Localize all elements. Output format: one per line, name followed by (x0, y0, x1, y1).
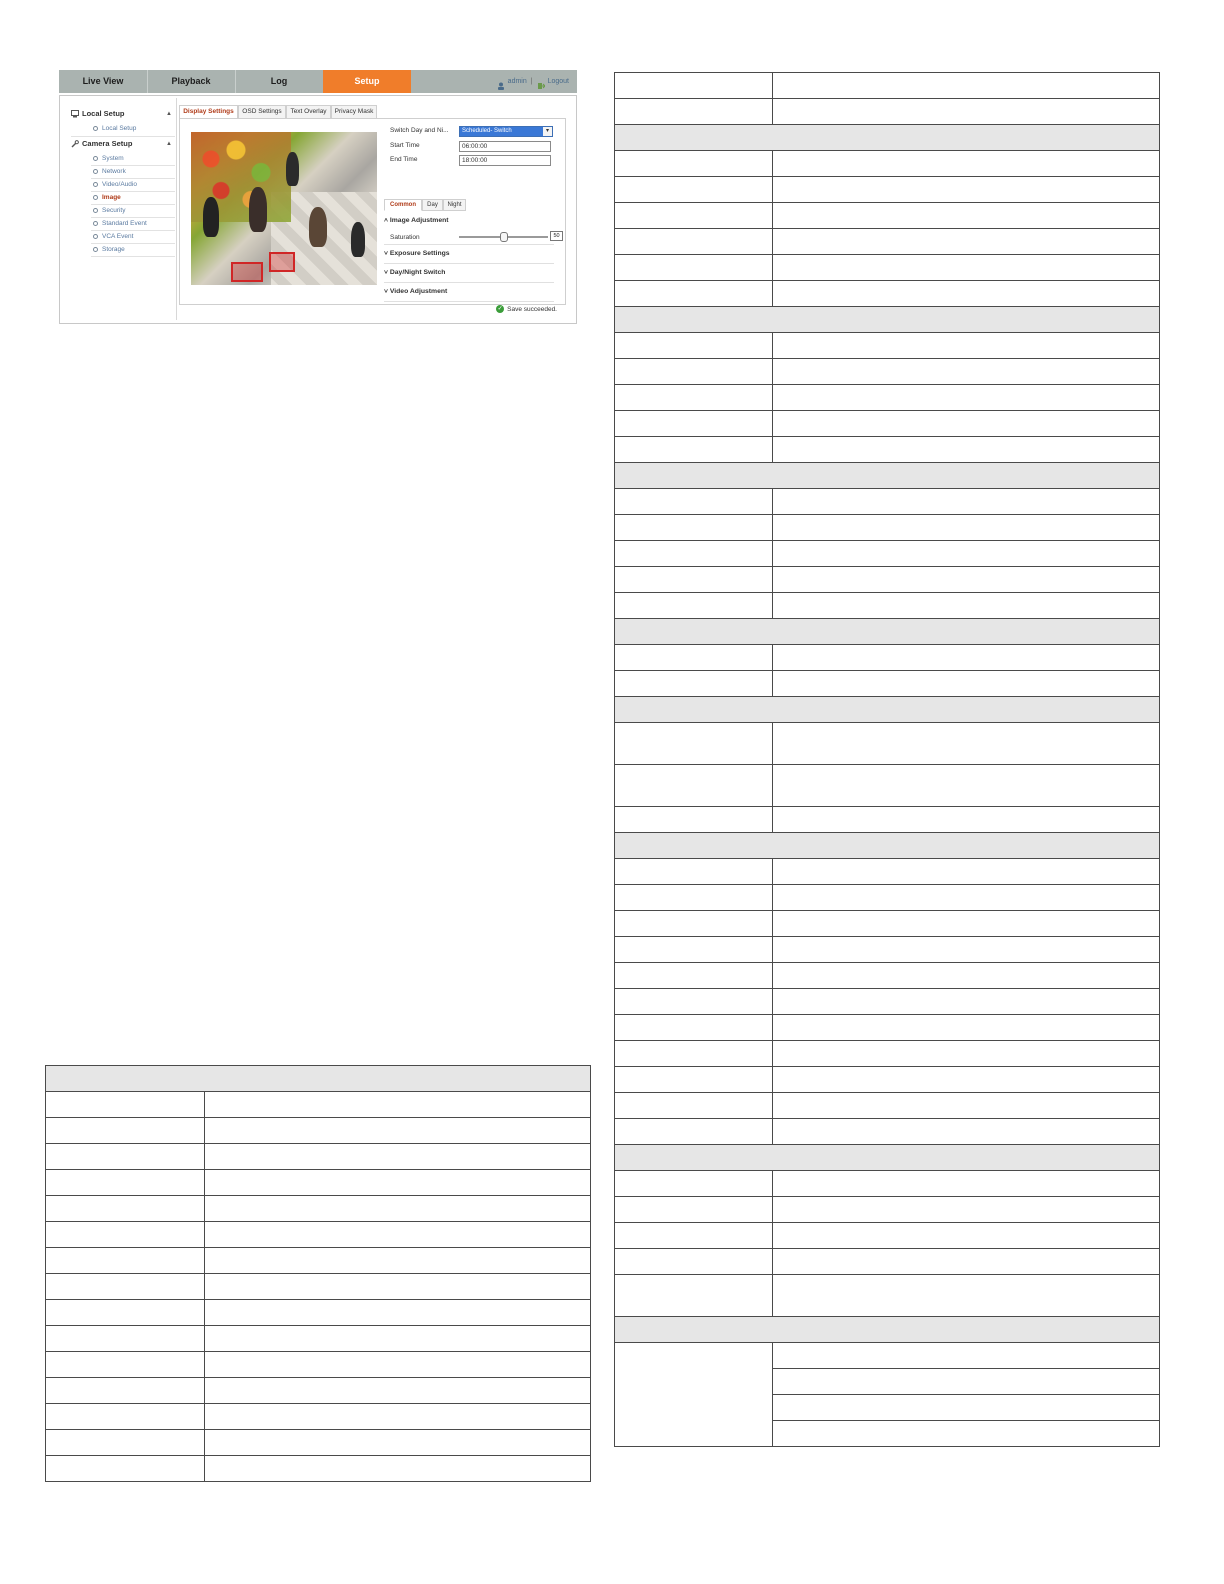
table-row (615, 151, 1160, 177)
sidebar-item-vca-event[interactable] (93, 231, 133, 243)
table-row (615, 489, 1160, 515)
tab-osd-settings[interactable]: OSD Settings (238, 105, 286, 119)
sidebar-item-label: Video/Audio (102, 181, 137, 188)
table-row (46, 1196, 591, 1222)
chevron-down-icon: ˅ (384, 269, 390, 276)
table-cell (773, 593, 1160, 619)
table-row (615, 1223, 1160, 1249)
tab-setup[interactable]: Setup (323, 70, 411, 93)
table-cell (615, 885, 773, 911)
table-row (615, 723, 1160, 765)
table-cell (615, 1223, 773, 1249)
top-navigation-bar (59, 70, 577, 93)
table-cell (615, 333, 773, 359)
table-row (615, 807, 1160, 833)
table-row (615, 1249, 1160, 1275)
table-cell (773, 1421, 1160, 1447)
table-cell (773, 963, 1160, 989)
table-row (615, 515, 1160, 541)
chevron-up-icon: ˄ (384, 217, 390, 224)
sidebar-item-system[interactable] (93, 153, 124, 165)
table-section-header-row (615, 833, 1160, 859)
table-cell (205, 1352, 591, 1378)
table-cell (615, 859, 773, 885)
image-adjustment-header[interactable] (384, 215, 449, 226)
table-section-header-cell (615, 463, 1160, 489)
table-cell (773, 73, 1160, 99)
table-cell (615, 489, 773, 515)
tab-text-overlay[interactable]: Text Overlay (286, 105, 331, 119)
table-cell (773, 885, 1160, 911)
sidebar-local-setup[interactable] (71, 108, 125, 120)
saturation-label: Saturation (390, 234, 420, 241)
display-settings-panel (179, 118, 566, 305)
table-row (615, 385, 1160, 411)
table-cell (615, 671, 773, 697)
table-cell (615, 645, 773, 671)
table-row (46, 1378, 591, 1404)
table-cell (615, 541, 773, 567)
table-cell (615, 1343, 773, 1447)
table-row (46, 1352, 591, 1378)
table-cell (615, 359, 773, 385)
table-cell (615, 1041, 773, 1067)
table-cell (773, 859, 1160, 885)
sidebar-local-setup-label: Local Setup (82, 109, 125, 118)
table-cell (615, 765, 773, 807)
table-cell (615, 437, 773, 463)
collapse-local-icon[interactable]: ▲ (166, 111, 172, 117)
table-row (615, 645, 1160, 671)
table-row (615, 989, 1160, 1015)
table-cell (615, 937, 773, 963)
start-time-input[interactable]: 06:00:00 (459, 141, 551, 152)
tab-log[interactable]: Log (235, 70, 324, 93)
table-section-header-row (615, 1145, 1160, 1171)
table-row (615, 333, 1160, 359)
table-row (615, 911, 1160, 937)
table-cell (773, 1369, 1160, 1395)
table-section-header-cell (615, 619, 1160, 645)
sidebar-item-label: Image (102, 194, 121, 201)
table-cell (615, 515, 773, 541)
switch-day-night-select[interactable] (459, 126, 553, 137)
table-row (46, 1118, 591, 1144)
table-cell (615, 1067, 773, 1093)
switch-day-night-label: Switch Day and Ni... (390, 127, 449, 134)
table-row (46, 1144, 591, 1170)
table-cell (773, 567, 1160, 593)
table-section-header-cell (615, 307, 1160, 333)
right-empty-table (614, 72, 1160, 1447)
table-cell (46, 1092, 205, 1118)
table-row (615, 1067, 1160, 1093)
table-row (615, 177, 1160, 203)
live-video-preview[interactable] (191, 132, 377, 285)
day-night-switch-label: Day/Night Switch (389, 269, 446, 276)
table-row (46, 1326, 591, 1352)
table-cell (46, 1326, 205, 1352)
sidebar-item-image[interactable] (93, 192, 121, 204)
table-cell (773, 255, 1160, 281)
tab-live-view[interactable]: Live View (59, 70, 148, 93)
table-cell (615, 385, 773, 411)
sidebar-item-network[interactable] (93, 166, 126, 178)
table-section-header-cell (615, 1317, 1160, 1343)
table-cell (773, 385, 1160, 411)
table-cell (615, 1249, 773, 1275)
sidebar-item-security[interactable] (93, 205, 125, 217)
table-cell (773, 1041, 1160, 1067)
table-cell (205, 1092, 591, 1118)
table-cell (46, 1170, 205, 1196)
collapse-camera-icon[interactable]: ▲ (166, 141, 172, 147)
tab-playback[interactable]: Playback (147, 70, 236, 93)
check-icon: ✓ (497, 306, 503, 313)
table-cell (205, 1144, 591, 1170)
table-cell (615, 1093, 773, 1119)
table-cell (773, 1093, 1160, 1119)
sidebar-item-video-audio[interactable] (93, 179, 137, 191)
table-cell (773, 1197, 1160, 1223)
table-cell (773, 99, 1160, 125)
table-cell (205, 1196, 591, 1222)
table-cell (773, 1343, 1160, 1369)
table-cell (773, 1171, 1160, 1197)
table-cell (773, 671, 1160, 697)
setup-sidebar (63, 98, 177, 320)
table-section-header-row (615, 125, 1160, 151)
table-row (615, 963, 1160, 989)
table-row (615, 1093, 1160, 1119)
table-row (615, 885, 1160, 911)
table-cell (615, 1197, 773, 1223)
table-cell (205, 1300, 591, 1326)
table-cell (615, 807, 773, 833)
table-row (615, 1197, 1160, 1223)
table-row (615, 1343, 1160, 1369)
table-cell (773, 807, 1160, 833)
table-cell (773, 911, 1160, 937)
tab-display-settings[interactable]: Display Settings (179, 105, 238, 119)
table-cell (615, 411, 773, 437)
table-cell (773, 411, 1160, 437)
table-cell (615, 281, 773, 307)
table-cell (773, 489, 1160, 515)
end-time-label: End Time (390, 156, 418, 163)
table-cell (773, 281, 1160, 307)
table-section-header-cell (615, 833, 1160, 859)
table-row (615, 281, 1160, 307)
table-row (615, 1015, 1160, 1041)
table-cell (773, 515, 1160, 541)
table-section-header-row (615, 463, 1160, 489)
left-empty-table (45, 1065, 591, 1482)
table-cell (205, 1170, 591, 1196)
table-cell (615, 1119, 773, 1145)
table-cell (205, 1274, 591, 1300)
table-cell (773, 359, 1160, 385)
chevron-down-icon: ˅ (384, 288, 390, 295)
table-row (615, 229, 1160, 255)
table-cell (773, 1223, 1160, 1249)
table-cell (773, 177, 1160, 203)
table-row (46, 1456, 591, 1482)
table-cell (773, 723, 1160, 765)
table-row (615, 541, 1160, 567)
table-row (615, 203, 1160, 229)
table-cell (46, 1144, 205, 1170)
table-row (46, 1300, 591, 1326)
table-section-header-cell (46, 1066, 591, 1092)
table-row (46, 1248, 591, 1274)
tab-day[interactable]: Day (422, 199, 443, 211)
table-cell (46, 1456, 205, 1482)
image-settings-content (178, 98, 568, 320)
sidebar-item-label: VCA Event (102, 233, 134, 240)
table-row (615, 255, 1160, 281)
table-cell (46, 1196, 205, 1222)
end-time-input[interactable]: 18:00:00 (459, 155, 551, 166)
save-status (496, 305, 557, 315)
table-cell (615, 203, 773, 229)
table-section-header-row (615, 697, 1160, 723)
table-cell (615, 989, 773, 1015)
table-section-header-cell (615, 125, 1160, 151)
sidebar-item-local-setup[interactable] (93, 123, 136, 135)
table-cell (46, 1430, 205, 1456)
table-section-header-row (615, 307, 1160, 333)
camera-web-ui (59, 70, 577, 324)
table-header-row (46, 1066, 591, 1092)
table-row (46, 1430, 591, 1456)
table-cell (773, 151, 1160, 177)
table-cell (46, 1248, 205, 1274)
table-cell (205, 1378, 591, 1404)
image-adjustment-label: Image Adjustment (389, 217, 449, 224)
table-row (615, 411, 1160, 437)
table-row (615, 859, 1160, 885)
table-cell (615, 1015, 773, 1041)
exposure-settings-label: Exposure Settings (389, 250, 450, 257)
table-row (46, 1274, 591, 1300)
saturation-value[interactable]: 50 (550, 231, 563, 241)
table-row (615, 1119, 1160, 1145)
chevron-down-icon: ▾ (543, 127, 552, 136)
table-section-header-cell (615, 1145, 1160, 1171)
table-cell (773, 1015, 1160, 1041)
table-row (615, 359, 1160, 385)
table-section-header-cell (615, 697, 1160, 723)
user-area: admin | Logout (497, 70, 569, 93)
table-row (615, 1171, 1160, 1197)
setup-body (59, 95, 577, 324)
table-row (46, 1170, 591, 1196)
table-row (615, 437, 1160, 463)
table-row (46, 1092, 591, 1118)
sidebar-item-label: Standard Event (102, 220, 147, 227)
table-cell (615, 99, 773, 125)
table-cell (615, 151, 773, 177)
sidebar-item-label: System (102, 155, 124, 162)
sidebar-item-label: Local Setup (102, 125, 137, 132)
table-row (615, 937, 1160, 963)
table-cell (205, 1248, 591, 1274)
table-cell (46, 1300, 205, 1326)
table-cell (773, 1119, 1160, 1145)
table-row (46, 1404, 591, 1430)
table-cell (205, 1118, 591, 1144)
sidebar-item-label: Network (102, 168, 126, 175)
table-row (615, 1041, 1160, 1067)
table-cell (205, 1404, 591, 1430)
table-cell (773, 989, 1160, 1015)
table-cell (205, 1326, 591, 1352)
table-cell (46, 1378, 205, 1404)
exposure-settings-header[interactable] (384, 248, 450, 259)
table-cell (46, 1404, 205, 1430)
table-cell (773, 1275, 1160, 1317)
username[interactable]: admin (507, 78, 527, 85)
sidebar-camera-setup-label: Camera Setup (82, 139, 133, 148)
table-cell (46, 1222, 205, 1248)
video-adjustment-header[interactable] (384, 286, 447, 297)
table-section-header-row (615, 619, 1160, 645)
save-status-text: Save succeeded. (507, 306, 557, 313)
table-cell (615, 963, 773, 989)
user-icon (497, 77, 505, 85)
wrench-icon (71, 140, 79, 148)
table-cell (615, 1275, 773, 1317)
sidebar-item-storage[interactable] (93, 244, 125, 256)
table-cell (773, 1395, 1160, 1421)
computer-icon (71, 110, 79, 118)
table-row (615, 593, 1160, 619)
table-row (46, 1222, 591, 1248)
table-cell (615, 177, 773, 203)
start-time-label: Start Time (390, 142, 420, 149)
table-cell (773, 1249, 1160, 1275)
tab-privacy-mask[interactable]: Privacy Mask (331, 105, 377, 119)
table-cell (205, 1222, 591, 1248)
table-cell (205, 1430, 591, 1456)
table-section-header-row (615, 1317, 1160, 1343)
sidebar-item-label: Security (102, 207, 126, 214)
table-cell (773, 1067, 1160, 1093)
table-row (615, 765, 1160, 807)
table-cell (773, 937, 1160, 963)
table-cell (773, 541, 1160, 567)
day-night-switch-header[interactable] (384, 267, 445, 278)
tab-night[interactable]: Night (443, 199, 466, 211)
table-cell (773, 229, 1160, 255)
table-cell (773, 645, 1160, 671)
sidebar-item-standard-event[interactable] (93, 218, 147, 230)
chevron-down-icon: ˅ (384, 250, 390, 257)
table-row (615, 73, 1160, 99)
table-row (615, 567, 1160, 593)
table-cell (773, 203, 1160, 229)
tab-common[interactable]: Common (384, 199, 422, 211)
sidebar-camera-setup[interactable] (71, 138, 132, 150)
table-row (615, 1275, 1160, 1317)
table-cell (46, 1118, 205, 1144)
table-cell (615, 593, 773, 619)
table-row (615, 99, 1160, 125)
table-cell (773, 437, 1160, 463)
table-cell (46, 1274, 205, 1300)
table-cell (615, 911, 773, 937)
switch-day-night-value: Scheduled- Switch (462, 128, 512, 134)
table-cell (615, 723, 773, 765)
logout-link[interactable]: Logout (547, 78, 569, 85)
table-cell (615, 567, 773, 593)
table-cell (205, 1456, 591, 1482)
logout-icon (537, 77, 545, 85)
table-cell (46, 1352, 205, 1378)
table-cell (615, 1171, 773, 1197)
saturation-slider-handle[interactable] (500, 232, 508, 242)
table-cell (615, 255, 773, 281)
table-cell (615, 73, 773, 99)
table-cell (615, 229, 773, 255)
sidebar-item-label: Storage (102, 246, 125, 253)
table-cell (773, 333, 1160, 359)
table-cell (773, 765, 1160, 807)
video-adjustment-label: Video Adjustment (389, 288, 448, 295)
table-row (615, 671, 1160, 697)
